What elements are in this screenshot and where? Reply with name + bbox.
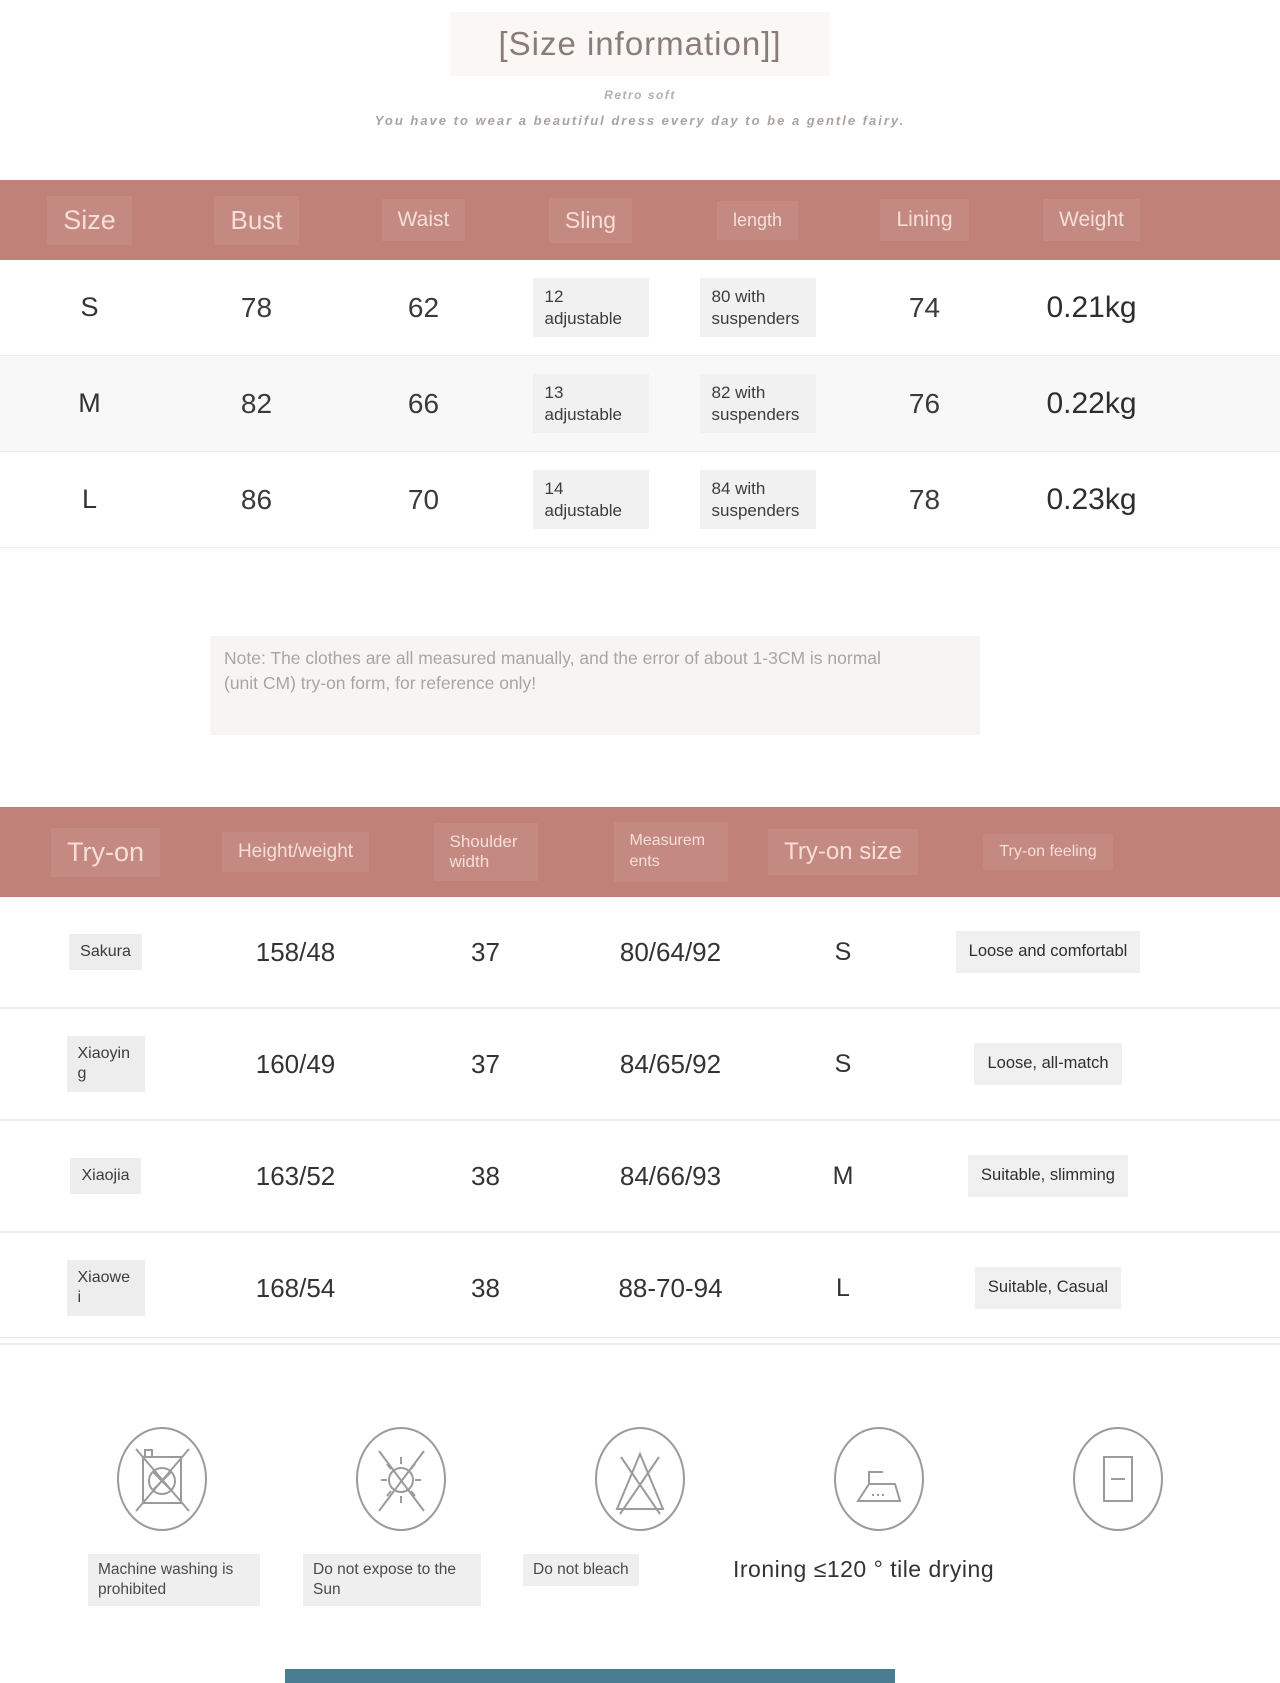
table-row-size-l [0,452,1280,548]
column-header-bust: Bust [173,196,340,245]
subtitle-retro-soft: Retro soft [604,88,676,102]
size-value: M [78,388,101,418]
care-label-no-sun: Do not expose to the Sun [303,1554,481,1606]
bust-value: 78 [240,291,273,323]
note-line-1: Note: The clothes are all measured manually, and the error of about 1-3CM is normal [224,648,881,668]
size-table-header [0,180,1280,260]
length-value: 82 with suspenders [674,374,841,433]
sling-value: 13 adjustable [507,374,674,433]
table-row-xiaoying [0,1009,1280,1121]
column-header-size: Size [6,196,173,245]
sling-value: 14 adjustable [507,470,674,529]
sling-value: 12 adjustable [507,278,674,337]
shoulder-value: 37 [471,936,500,967]
height-weight-value: 160/49 [255,1048,336,1079]
length-value: 80 with suspenders [674,278,841,337]
bust-value: 86 [240,483,273,515]
column-header-measurements: Measurements [583,822,758,882]
column-header-length: length [674,201,841,240]
height-weight-value: 168/54 [255,1272,336,1303]
iron-icon [829,1424,929,1534]
shoulder-value: 38 [471,1160,500,1191]
table-row-size-m [0,356,1280,452]
no-bleach-icon [590,1424,690,1534]
table-row-xiaojia [0,1121,1280,1233]
height-weight-value: 158/48 [255,936,336,967]
column-header-tryon-size: Try-on size [758,829,928,875]
waist-value: 70 [407,483,440,515]
model-name: Xiaowei [8,1260,203,1316]
care-label-ironing: Ironing ≤120 ° tile drying [733,1556,995,1582]
model-name: Xiaoying [8,1036,203,1092]
shoulder-value: 37 [471,1048,500,1079]
measurements-value: 84/66/93 [619,1160,722,1191]
tryon-size-value: S [834,1049,852,1078]
waist-value: 66 [407,387,440,419]
tryon-size-value: M [832,1161,854,1190]
table-row-sakura [0,897,1280,1009]
length-value: 84 with suspenders [674,470,841,529]
no-machine-wash-icon [112,1424,212,1534]
model-name: Xiaojia [8,1158,203,1194]
footer-bar [285,1669,895,1683]
no-sun-icon [351,1424,451,1534]
weight-value: 0.23kg [1046,482,1137,516]
care-instructions [0,1337,1280,1628]
shoulder-value: 38 [471,1272,500,1303]
bust-value: 82 [240,387,273,419]
column-header-height-weight: Height/weight [203,832,388,872]
lining-value: 74 [908,291,941,323]
column-header-waist: Waist [340,199,507,241]
waist-value: 62 [407,291,440,323]
column-header-sling: Sling [507,198,674,243]
title-block [0,12,1280,76]
height-weight-value: 163/52 [255,1160,336,1191]
weight-value: 0.21kg [1046,290,1137,324]
tryon-feeling-value: Loose and comfortabl [928,931,1168,972]
size-value: S [80,292,99,322]
care-icons-row [0,1424,1280,1534]
care-label-no-bleach: Do not bleach [523,1554,639,1586]
column-header-weight: Weight [1008,199,1175,241]
column-header-tryon: Try-on [8,828,203,877]
column-header-shoulder-width: Shoulder width [388,823,583,881]
measurements-value: 80/64/92 [619,936,722,967]
tryon-feeling-value: Suitable, Casual [928,1267,1168,1308]
column-header-lining: Lining [841,199,1008,241]
tryon-table [0,807,1280,1345]
size-value: L [81,484,98,514]
tryon-feeling-value: Suitable, slimming [928,1155,1168,1196]
size-table [0,180,1280,548]
flat-dry-icon [1068,1424,1168,1534]
lining-value: 76 [908,387,941,419]
lining-value: 78 [908,483,941,515]
subtitle-tagline: You have to wear a beautiful dress every day to be a gentle fairy. [374,113,906,128]
page-title: [Size information]] [450,12,829,76]
weight-value: 0.22kg [1046,386,1137,420]
tryon-feeling-value: Loose, all-match [928,1043,1168,1084]
table-row-size-s [0,260,1280,356]
model-name: Sakura [8,934,203,970]
care-label-no-machine-wash: Machine washing is prohibited [88,1554,260,1606]
column-header-tryon-feeling: Try-on feeling [928,834,1168,870]
measurements-value: 84/65/92 [619,1048,722,1079]
note-line-2: (unit CM) try-on form, for reference only! [224,673,537,694]
tryon-size-value: S [834,937,852,966]
measurements-value: 88-70-94 [618,1272,723,1303]
tryon-table-header [0,807,1280,897]
measurement-note [210,636,980,735]
table-row-xiaowei [0,1233,1280,1345]
tryon-size-value: L [836,1273,850,1302]
